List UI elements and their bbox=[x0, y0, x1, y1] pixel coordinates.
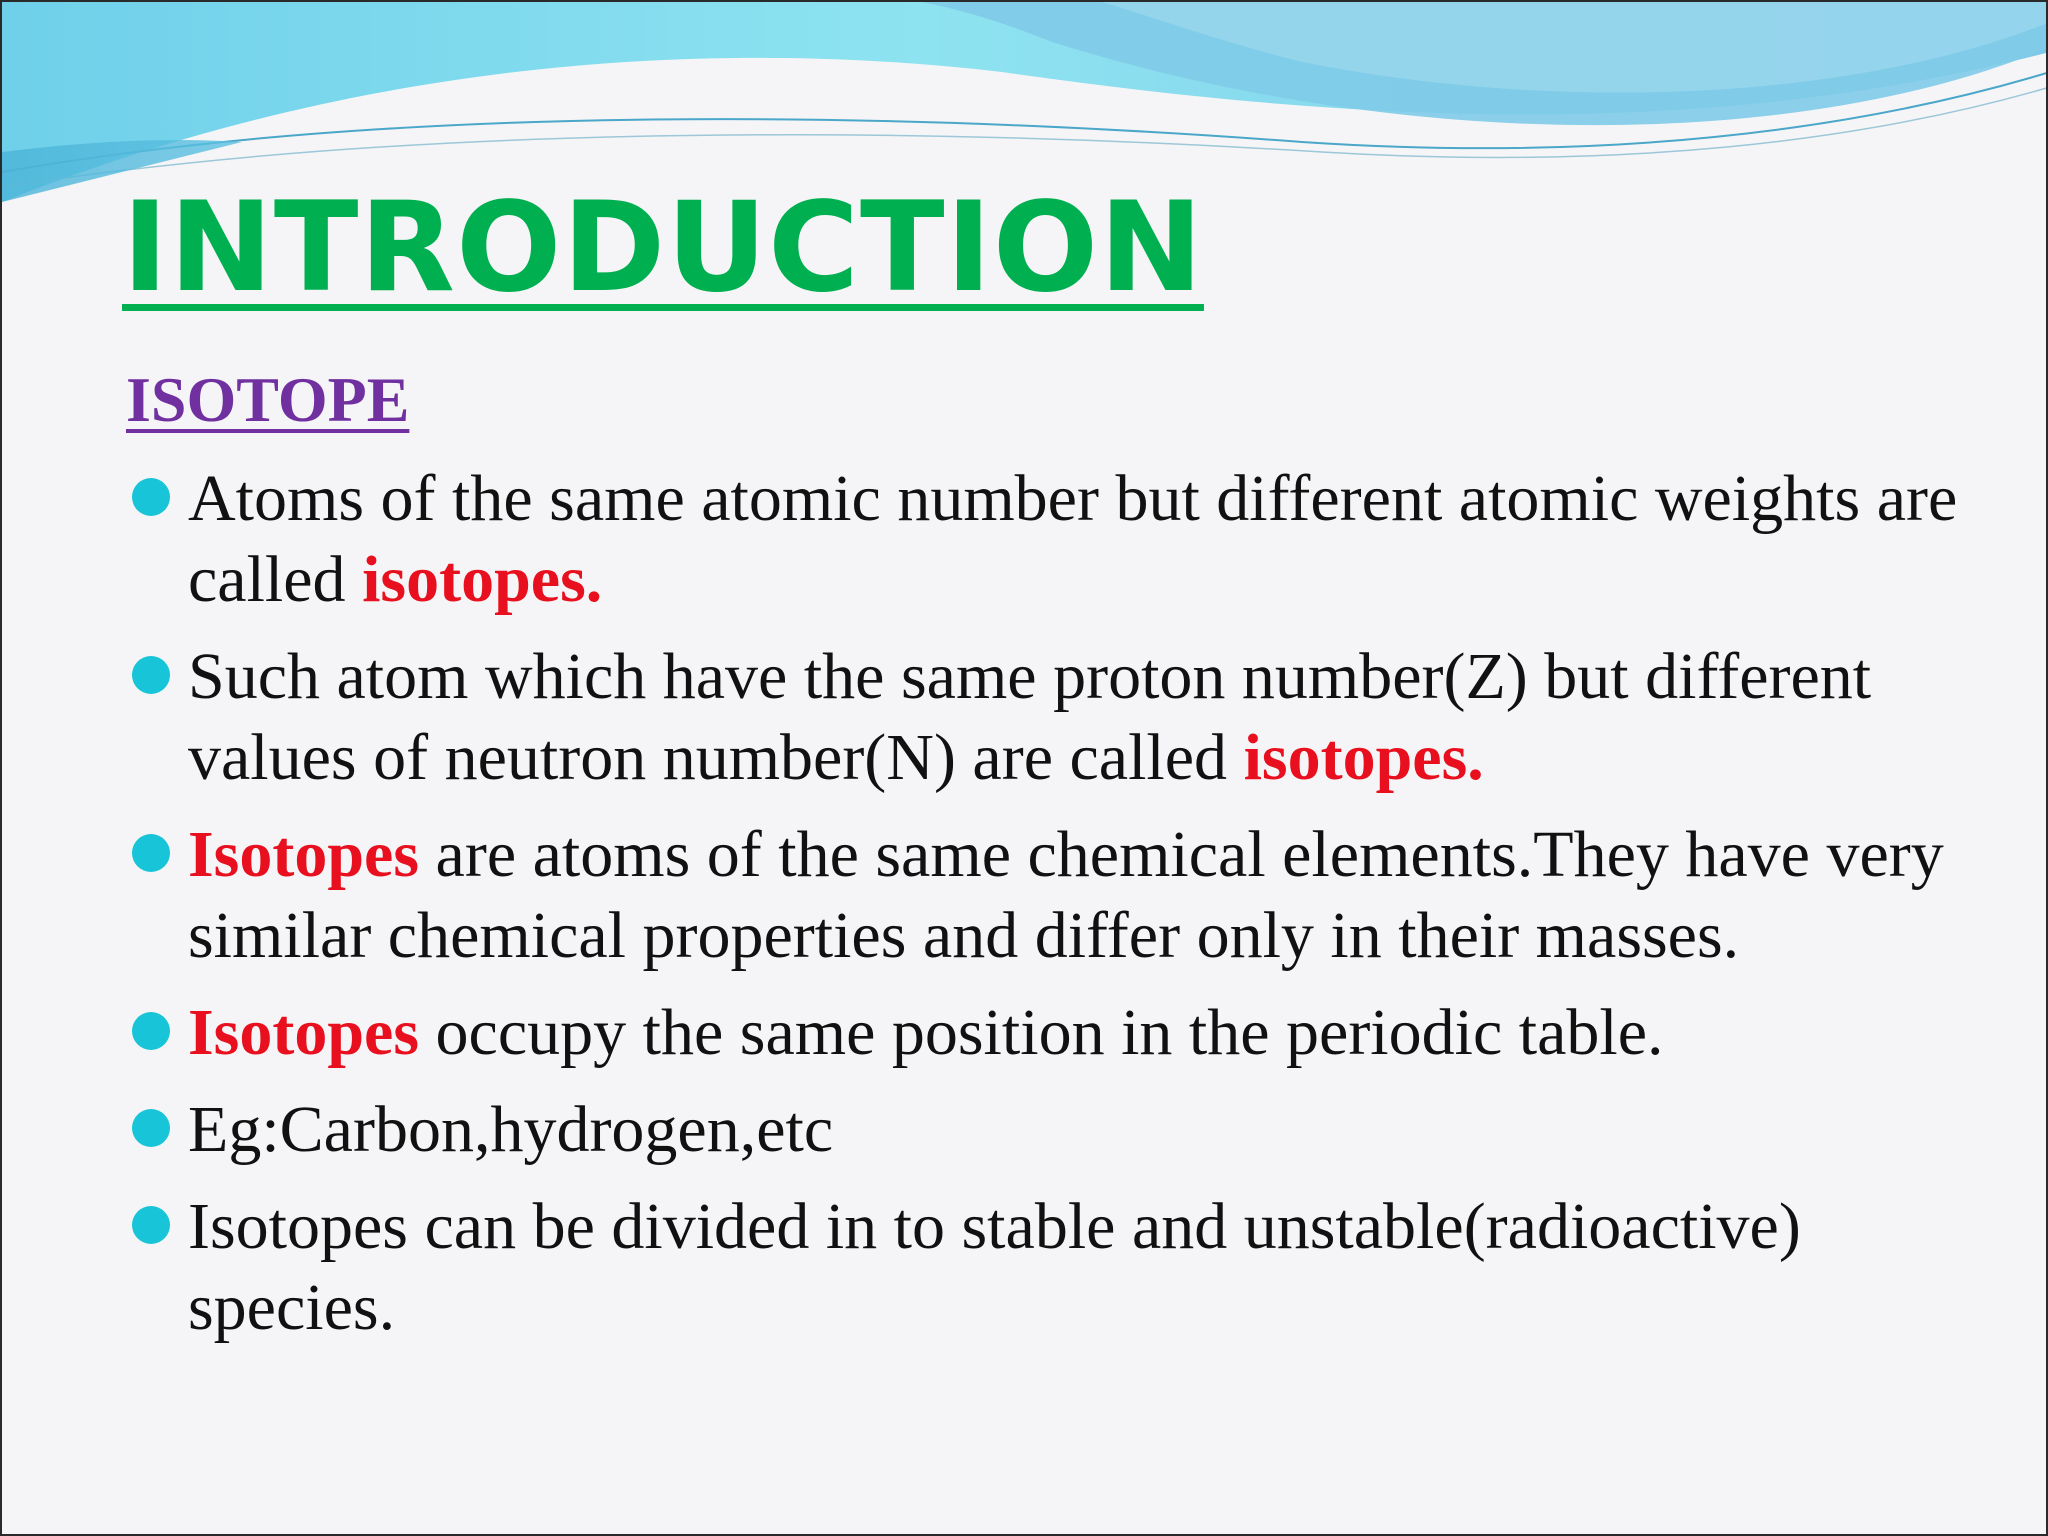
bullet-text: occupy the same position in the periodic table. bbox=[419, 996, 1664, 1069]
bullet-text: Such atom which have the same proton number(Z) but different values of neutron number(N) are called bbox=[188, 640, 1872, 794]
bullet-item bbox=[128, 1186, 1988, 1348]
bullet-list bbox=[128, 458, 1988, 1364]
bullet-item bbox=[128, 636, 1988, 798]
bullet-highlight: Isotopes bbox=[188, 818, 420, 891]
bullet-highlight: Isotopes bbox=[188, 996, 420, 1069]
bullet-dot-icon bbox=[132, 834, 170, 872]
bullet-text: are atoms of the same chemical elements.They have very similar chemical properties and differ only in their masses. bbox=[188, 818, 1944, 972]
bullet-item bbox=[128, 458, 1988, 620]
bullet-item bbox=[128, 992, 1988, 1073]
bullet-dot-icon bbox=[132, 1206, 170, 1244]
bullet-dot-icon bbox=[132, 1012, 170, 1050]
bullet-highlight: isotopes. bbox=[362, 543, 603, 616]
bullet-item bbox=[128, 1089, 1988, 1170]
bullet-text: Isotopes can be divided in to stable and unstable(radioactive) species. bbox=[188, 1190, 1801, 1344]
slide-title: INTRODUCTION bbox=[122, 176, 1204, 320]
section-subtitle: ISOTOPE bbox=[126, 364, 410, 435]
bullet-dot-icon bbox=[132, 1109, 170, 1147]
bullet-text: Atoms of the same atomic number but different atomic weights are called bbox=[188, 462, 1958, 616]
bullet-text: Eg:Carbon,hydrogen,etc bbox=[188, 1093, 834, 1166]
bullet-highlight: isotopes. bbox=[1243, 721, 1484, 794]
bullet-item bbox=[128, 814, 1988, 976]
bullet-dot-icon bbox=[132, 656, 170, 694]
bullet-dot-icon bbox=[132, 478, 170, 516]
